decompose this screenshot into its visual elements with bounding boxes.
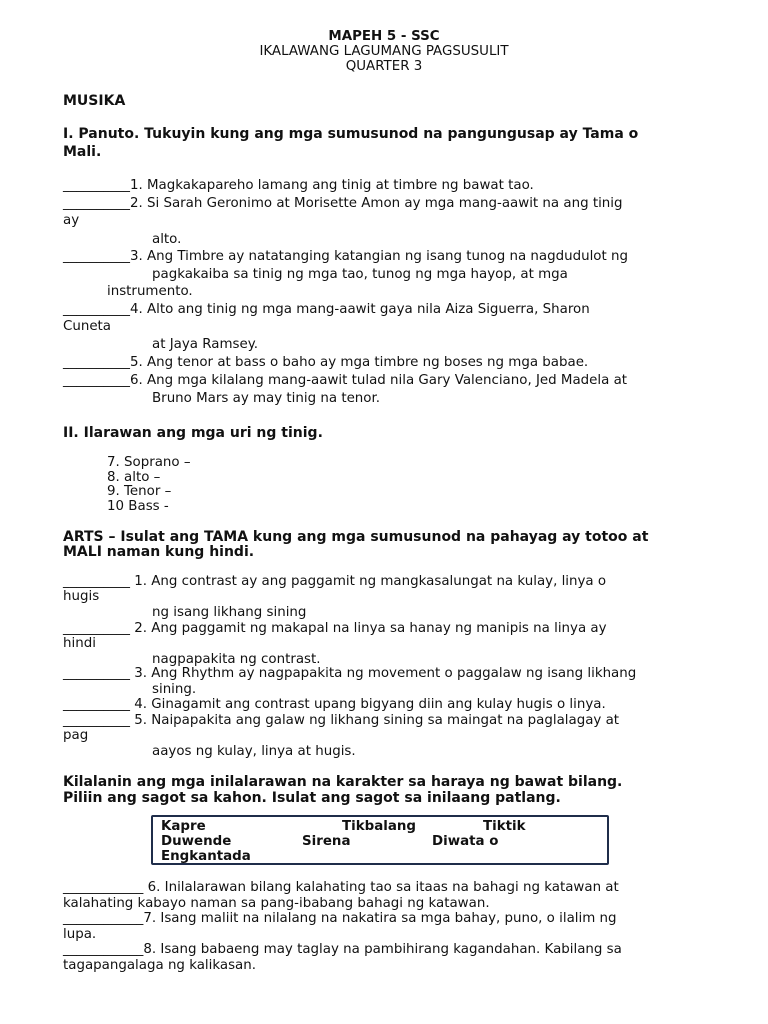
choices-box bbox=[151, 815, 609, 865]
choice-duwende: Duwende bbox=[161, 834, 232, 849]
question-3-cont: pagkakaiba sa tinig ng mga tao, tunog ng mga hayop, at mga bbox=[152, 267, 568, 282]
choice-tikbalang: Tikbalang bbox=[342, 819, 416, 834]
arts-question-2: __________ 2. Ang paggamit ng makapal na linya sa hanay ng manipis na linya ay bbox=[63, 621, 607, 636]
arts-question-2-cont: hindi bbox=[63, 636, 96, 651]
question-2: __________2. Si Sarah Geronimo at Morisette Amon ay mga mang-aawit na ang tinig bbox=[63, 196, 623, 211]
question-5: __________5. Ang tenor at bass o baho ay mga timbre ng boses ng mga babae. bbox=[63, 355, 589, 370]
question-6: __________6. Ang mga kilalang mang-aawit tulad nila Gary Valenciano, Jed Madela at bbox=[63, 373, 628, 388]
karakter-question-6: ____________ 6. Inilalarawan bilang kalahating tao sa itaas na bahagi ng katawan at bbox=[63, 880, 619, 895]
voice-item: 8. alto – bbox=[107, 470, 161, 485]
voice-item: 7. Soprano – bbox=[107, 455, 191, 470]
header-quarter: QUARTER 3 bbox=[345, 59, 423, 74]
arts-question-3-cont: sining. bbox=[152, 682, 197, 697]
arts-question-2-cont2: nagpapakita ng contrast. bbox=[152, 652, 321, 667]
karakter-instruction: Kilalanin ang mga inilalarawan na karakter sa haraya ng bawat bilang. bbox=[63, 774, 623, 790]
question-4: __________4. Alto ang tinig ng mga mang-aawit gaya nila Aiza Siguerra, Sharon bbox=[63, 302, 590, 317]
karakter-question-7: ____________7. Isang maliit na nilalang na nakatira sa mga bahay, puno, o ilalim ng bbox=[63, 911, 617, 926]
karakter-question-8: ____________8. Isang babaeng may taglay na pambihirang kagandahan. Kabilang sa bbox=[63, 942, 622, 957]
choice-diwata: Diwata o bbox=[432, 834, 499, 849]
question-4-cont2: at Jaya Ramsey. bbox=[152, 337, 258, 352]
choice-sirena: Sirena bbox=[302, 834, 351, 849]
question-2-cont2: alto. bbox=[152, 232, 182, 247]
arts-question-1-cont2: ng isang likhang sining bbox=[152, 605, 307, 620]
question-2-cont: ay bbox=[63, 213, 80, 228]
arts-question-5: __________ 5. Naipapakita ang galaw ng likhang sining sa maingat na paglalagay at bbox=[63, 713, 620, 728]
question-3-cont2: instrumento. bbox=[107, 284, 193, 299]
choice-engkantada: Engkantada bbox=[161, 849, 251, 864]
question-6-cont: Bruno Mars ay may tinig na tenor. bbox=[152, 391, 381, 406]
arts-instruction-cont: MALI naman kung hindi. bbox=[63, 544, 255, 560]
voice-item: 10 Bass - bbox=[107, 499, 169, 514]
karakter-instruction-cont: Piliin ang sagot sa kahon. Isulat ang sagot sa inilaang patlang. bbox=[63, 790, 561, 806]
karakter-question-7-cont: lupa. bbox=[63, 927, 97, 942]
header-title: MAPEH 5 - SSC bbox=[328, 29, 440, 44]
karakter-question-8-cont: tagapangalaga ng kalikasan. bbox=[63, 958, 257, 973]
choice-kapre: Kapre bbox=[161, 819, 206, 834]
musika-instruction-cont: Mali. bbox=[63, 144, 102, 160]
arts-question-1: __________ 1. Ang contrast ay ang paggamit ng mangkasalungat na kulay, linya o bbox=[63, 574, 607, 589]
question-3: __________3. Ang Timbre ay natatanging katangian ng isang tunog na nagdudulot ng bbox=[63, 249, 628, 264]
musika-title: MUSIKA bbox=[63, 93, 126, 109]
arts-instruction: ARTS – Isulat ang TAMA kung ang mga sumusunod na pahayag ay totoo at bbox=[63, 529, 649, 545]
choice-tiktik: Tiktik bbox=[483, 819, 526, 834]
question-4-cont: Cuneta bbox=[63, 319, 112, 334]
arts-question-5-cont: pag bbox=[63, 728, 89, 743]
karakter-question-6-cont: kalahating kabayo naman sa pang-ibabang bahagi ng katawan. bbox=[63, 896, 490, 911]
part2-title: II. Ilarawan ang mga uri ng tinig. bbox=[63, 425, 323, 441]
arts-question-4: __________ 4. Ginagamit ang contrast upang bigyang diin ang kulay hugis o linya. bbox=[63, 697, 606, 712]
question-1: __________1. Magkakapareho lamang ang tinig at timbre ng bawat tao. bbox=[63, 178, 534, 193]
musika-instruction: I. Panuto. Tukuyin kung ang mga sumusunod na pangungusap ay Tama o bbox=[63, 126, 639, 142]
arts-question-5-cont2: aayos ng kulay, linya at hugis. bbox=[152, 744, 356, 759]
header-subtitle: IKALAWANG LAGUMANG PAGSUSULIT bbox=[259, 44, 509, 59]
arts-question-1-cont: hugis bbox=[63, 589, 100, 604]
arts-question-3: __________ 3. Ang Rhythm ay nagpapakita ng movement o paggalaw ng isang likhang bbox=[63, 666, 637, 681]
voice-item: 9. Tenor – bbox=[107, 484, 172, 499]
